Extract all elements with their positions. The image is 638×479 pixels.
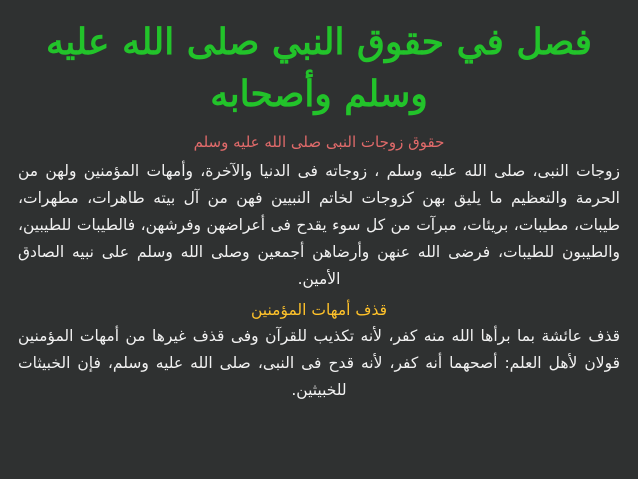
- section-heading-wives-rights: حقوق زوجات النبى صلى الله عليه وسلم: [193, 133, 445, 151]
- paragraph-wives-rights: زوجات النبى، صلى الله عليه وسلم ، زوجاته فى الدنيا والآخرة، وأمهات المؤمنين ولهن من الحرمة والتعظيم ما يليق بهن كزوجات لخاتم النبيين فهن من آل بيته طاهرات، مطهرات، طيبات، مطيبات، بريئات، مبرآت من كل سوء يقدح فى أعراضهن وفرشهن، فالطيبات للطيبين، والطيبون للطيبات، فرضى الله عنهن وأرضاهن أجمعين وصلى الله وسلم على نبيه الصادق الأمين.: [18, 162, 620, 288]
- slide-title: فصل في حقوق النبي صلى الله عليه وسلم وأصحابه: [45, 21, 593, 115]
- section-heading-slander: قذف أمهات المؤمنين: [251, 301, 387, 319]
- paragraph-slander: قذف عائشة بما برأها الله منه كفر، لأنه تكذيب للقرآن وفى قذف غيرها من أمهات المؤمنين قولان لأهل العلم: أصحهما أنه كفر، لأنه قدح فى النبى، صلى الله عليه وسلم، فإن الخبيثات للخبيثين.: [18, 327, 620, 399]
